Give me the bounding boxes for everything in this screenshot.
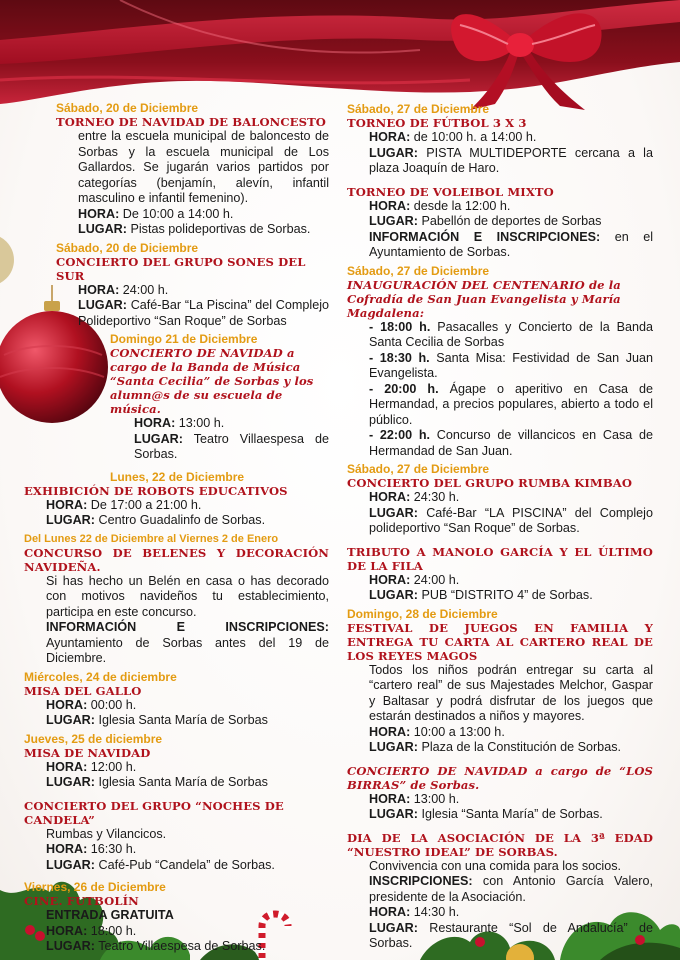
event-label: LUGAR:	[369, 740, 418, 754]
event-label: LUGAR:	[78, 222, 127, 236]
event-value: desde la 12:00 h.	[410, 198, 511, 213]
event-label: HORA:	[369, 724, 411, 739]
event-value: Plaza de la Constitución de Sorbas.	[417, 740, 621, 754]
event-festival-juegos	[347, 608, 653, 756]
event-label: LUGAR:	[46, 713, 95, 727]
event-label: LUGAR:	[46, 775, 95, 789]
event-label: LUGAR:	[369, 505, 418, 520]
event-concierto-los-birras	[347, 764, 653, 823]
event-title: TORNEO DE NAVIDAD DE BALONCESTO	[56, 115, 326, 129]
event-value: Pabellón de deportes de Sorbas	[417, 214, 602, 228]
event-torneo-futbol	[347, 103, 653, 177]
event-value: 16:30 h.	[87, 842, 137, 856]
event-value: De 10:00 a 14:00 h.	[119, 206, 234, 221]
event-value: 00:00 h.	[87, 697, 137, 712]
event-label: INFORMACIÓN E INSCRIPCIONES:	[46, 620, 329, 634]
event-label: HORA:	[46, 923, 88, 938]
event-value: Pasacalles y Concierto de la Banda Santa Cecilia de Sorbas	[369, 319, 654, 349]
event-label: HORA:	[369, 130, 411, 144]
event-text: entre la escuela municipal de baloncesto de Sorbas y la escuela municipal de Los Gallardos. Se jugarán varios partidos por categorías (benjamín, alevín, infantil masculino e infantil femenino).	[78, 129, 329, 205]
event-misa-del-gallo	[24, 671, 329, 729]
event-label: LUGAR:	[46, 513, 95, 527]
event-robots-educativos	[24, 471, 329, 529]
event-title: TORNEO DE FÚTBOL 3 X 3	[347, 116, 527, 130]
event-centenario-cofradia	[347, 265, 653, 460]
event-rumba-kimbao	[347, 463, 653, 537]
event-text: Rumbas y Vilancicos.	[46, 826, 167, 841]
event-title: MISA DE NAVIDAD	[24, 745, 151, 760]
event-cine-futbolin	[24, 881, 329, 955]
event-value: 24:00 h.	[410, 572, 460, 587]
event-text: Si has hecho un Belén en casa o has decorado con motivos navideños tu establecimiento, participa en este concurso.	[46, 573, 329, 619]
event-title: CONCIERTO DEL GRUPO RUMBA KIMBAO	[347, 476, 633, 490]
event-value: 24:30 h.	[410, 490, 460, 504]
event-label: ENTRADA GRATUITA	[46, 908, 174, 922]
event-date: Domingo 21 de Diciembre	[110, 332, 258, 346]
event-label: HORA:	[134, 416, 176, 430]
event-date: Jueves, 25 de diciembre	[24, 731, 163, 746]
event-label: HORA:	[369, 905, 411, 919]
event-label: HORA:	[78, 206, 120, 221]
event-title: TRIBUTO A MANOLO GARCÍA Y EL ÚLTIMO DE LA FILA	[347, 544, 653, 573]
event-value: Concurso de villancicos en Casa de Hermandad de San Juan.	[369, 428, 653, 458]
event-title: CONCIERTO DE NAVIDAD a cargo de “LOS BIRRAS” de Sorbas.	[347, 763, 653, 792]
event-value: PUB “DISTRITO 4” de Sorbas.	[417, 588, 593, 602]
event-title: DIA DE LA ASOCIACIÓN DE LA 3ª EDAD “NUESTRO IDEAL” DE SORBAS.	[347, 830, 653, 859]
event-date: Viernes, 26 de Diciembre	[24, 880, 166, 894]
event-value: 24:00 h.	[119, 282, 169, 297]
event-value: 13:00 h.	[175, 416, 225, 430]
event-label: LUGAR:	[369, 214, 418, 228]
event-label: HORA:	[46, 497, 88, 512]
event-title: CINE. FUTBOLÍN	[24, 894, 139, 908]
event-value: Restaurante “Sol de Andalucía” de Sorbas.	[369, 920, 653, 950]
event-label: LUGAR:	[369, 920, 418, 935]
event-value: 10:00 a 13:00 h.	[410, 724, 505, 739]
left-column	[24, 102, 329, 960]
event-value: en el Ayuntamiento de Sorbas.	[369, 229, 653, 259]
event-label: LUGAR:	[134, 431, 183, 446]
event-date: Sábado, 27 de Diciembre	[347, 462, 490, 476]
event-torneo-baloncesto	[24, 102, 329, 238]
event-date: Domingo, 28 de Diciembre	[347, 606, 498, 621]
event-misa-de-navidad	[24, 733, 329, 791]
event-label: INFORMACIÓN E INSCRIPCIONES:	[369, 229, 601, 244]
event-label: LUGAR:	[46, 939, 95, 953]
event-date: Miércoles, 24 de diciembre	[24, 669, 177, 684]
event-label: LUGAR:	[46, 857, 95, 872]
event-title: INAUGURACIÓN DEL CENTENARIO de la Cofradía de San Juan Evangelista y María Magdalena:	[347, 277, 621, 320]
event-value: De 17:00 a 21:00 h.	[87, 497, 202, 512]
event-label: - 18:30 h.	[369, 350, 430, 365]
event-dia-asociacion-3-edad	[347, 831, 653, 952]
event-label: HORA:	[46, 697, 88, 712]
event-torneo-voleibol	[347, 185, 653, 261]
event-value: 18:00 h.	[87, 923, 137, 938]
event-value: Centro Guadalinfo de Sorbas.	[94, 513, 266, 527]
event-label: - 20:00 h.	[369, 381, 439, 396]
event-title: FESTIVAL DE JUEGOS EN FAMILIA Y ENTREGA TU CARTA AL CARTERO REAL DE LOS REYES MAGOS	[347, 620, 653, 663]
event-date: Sábado, 27 de Diciembre	[347, 263, 490, 278]
event-noches-de-candela	[24, 799, 329, 874]
event-label: - 18:00 h.	[369, 319, 431, 334]
event-value: Café-Bar “LA PISCINA” del Complejo polideportivo “San Roque” de Sorbas.	[369, 505, 653, 535]
event-label: HORA:	[369, 490, 411, 504]
event-value: Teatro Villaespesa de Sorbas.	[94, 939, 266, 953]
event-title: MISA DEL GALLO	[24, 683, 142, 698]
right-column	[347, 103, 653, 960]
event-title: TORNEO DE VOLEIBOL MIXTO	[347, 184, 554, 199]
event-label: HORA:	[369, 572, 411, 587]
event-title: CONCURSO DE BELENES Y DECORACIÓN NAVIDEÑA.	[24, 545, 329, 574]
event-value: Café-Bar “La Piscina” del Complejo Polideportivo “San Roque” de Sorbas	[78, 298, 329, 328]
event-label: LUGAR:	[369, 588, 418, 602]
event-value: Café-Pub “Candela” de Sorbas.	[94, 857, 275, 872]
event-date: Sábado, 20 de Diciembre	[56, 101, 199, 115]
event-concierto-navidad-banda	[24, 333, 329, 463]
event-title: CONCIERTO DEL GRUPO SONES DEL SUR	[56, 254, 306, 283]
event-label: LUGAR:	[78, 298, 127, 312]
event-label: LUGAR:	[369, 807, 418, 821]
event-value: Pistas polideportivas de Sorbas.	[126, 222, 311, 236]
event-label: INSCRIPCIONES:	[369, 874, 473, 888]
event-label: - 22:00 h.	[369, 428, 431, 442]
event-text: Convivencia con una comida para los socios.	[369, 858, 622, 873]
event-value: Ayuntamiento de Sorbas antes del 19 de Diciembre.	[46, 635, 329, 665]
event-title: CONCIERTO DEL GRUPO “NOCHES DE CANDELA”	[24, 798, 284, 827]
event-value: 13:00 h.	[410, 791, 460, 806]
event-date: Sábado, 20 de Diciembre	[56, 240, 199, 255]
event-value: Ágape o aperitivo en Casa de Hermandad, a precios populares, abierto a todo el público.	[369, 381, 654, 427]
event-title: EXHIBICIÓN DE ROBOTS EDUCATIVOS	[24, 483, 288, 498]
ribbon-curtain-decoration	[0, 0, 680, 110]
event-value: 14:30 h.	[410, 905, 460, 919]
event-label: HORA:	[369, 198, 411, 213]
event-value: con Antonio García Valero, presidente de la Asociación.	[369, 874, 653, 904]
event-label: HORA:	[46, 842, 88, 856]
event-date: Del Lunes 22 de Diciembre al Viernes 2 de Enero	[24, 532, 279, 545]
event-title: CONCIERTO DE NAVIDAD a cargo de la Banda de Música “Santa Cecilia” de Sorbas y los alumn@s de su escuela de música.	[110, 346, 314, 416]
event-text: Todos los niños podrán entregar su carta al “cartero real” de sus Majestades Melchor, Gaspar y Baltasar y podrá disfrutar de los juegos que estarán destinados a niños y mayores.	[369, 662, 653, 723]
event-sones-del-sur	[24, 242, 329, 330]
event-value: Iglesia Santa María de Sorbas	[94, 775, 268, 789]
event-value: Santa Misa: Festividad de San Juan Evangelista.	[369, 350, 653, 380]
event-label: HORA:	[369, 791, 411, 806]
event-date: Lunes, 22 de Diciembre	[110, 469, 245, 484]
event-label: HORA:	[78, 282, 120, 297]
event-value: PISTA MULTIDEPORTE cercana a la plaza Joaquín de Haro.	[369, 145, 653, 175]
event-tributo-manolo-garcia	[347, 545, 653, 604]
event-value: Iglesia Santa María de Sorbas	[94, 713, 268, 727]
event-concurso-belenes	[24, 533, 329, 667]
event-label: HORA:	[46, 759, 88, 774]
event-value: de 10:00 h. a 14:00 h.	[410, 130, 537, 144]
event-label: LUGAR:	[369, 145, 418, 160]
event-date: Sábado, 27 de Diciembre	[347, 102, 490, 116]
event-value: Teatro Villaespesa de Sorbas.	[134, 431, 329, 461]
event-value: Iglesia “Santa María” de Sorbas.	[417, 807, 603, 821]
event-value: 12:00 h.	[87, 759, 137, 774]
